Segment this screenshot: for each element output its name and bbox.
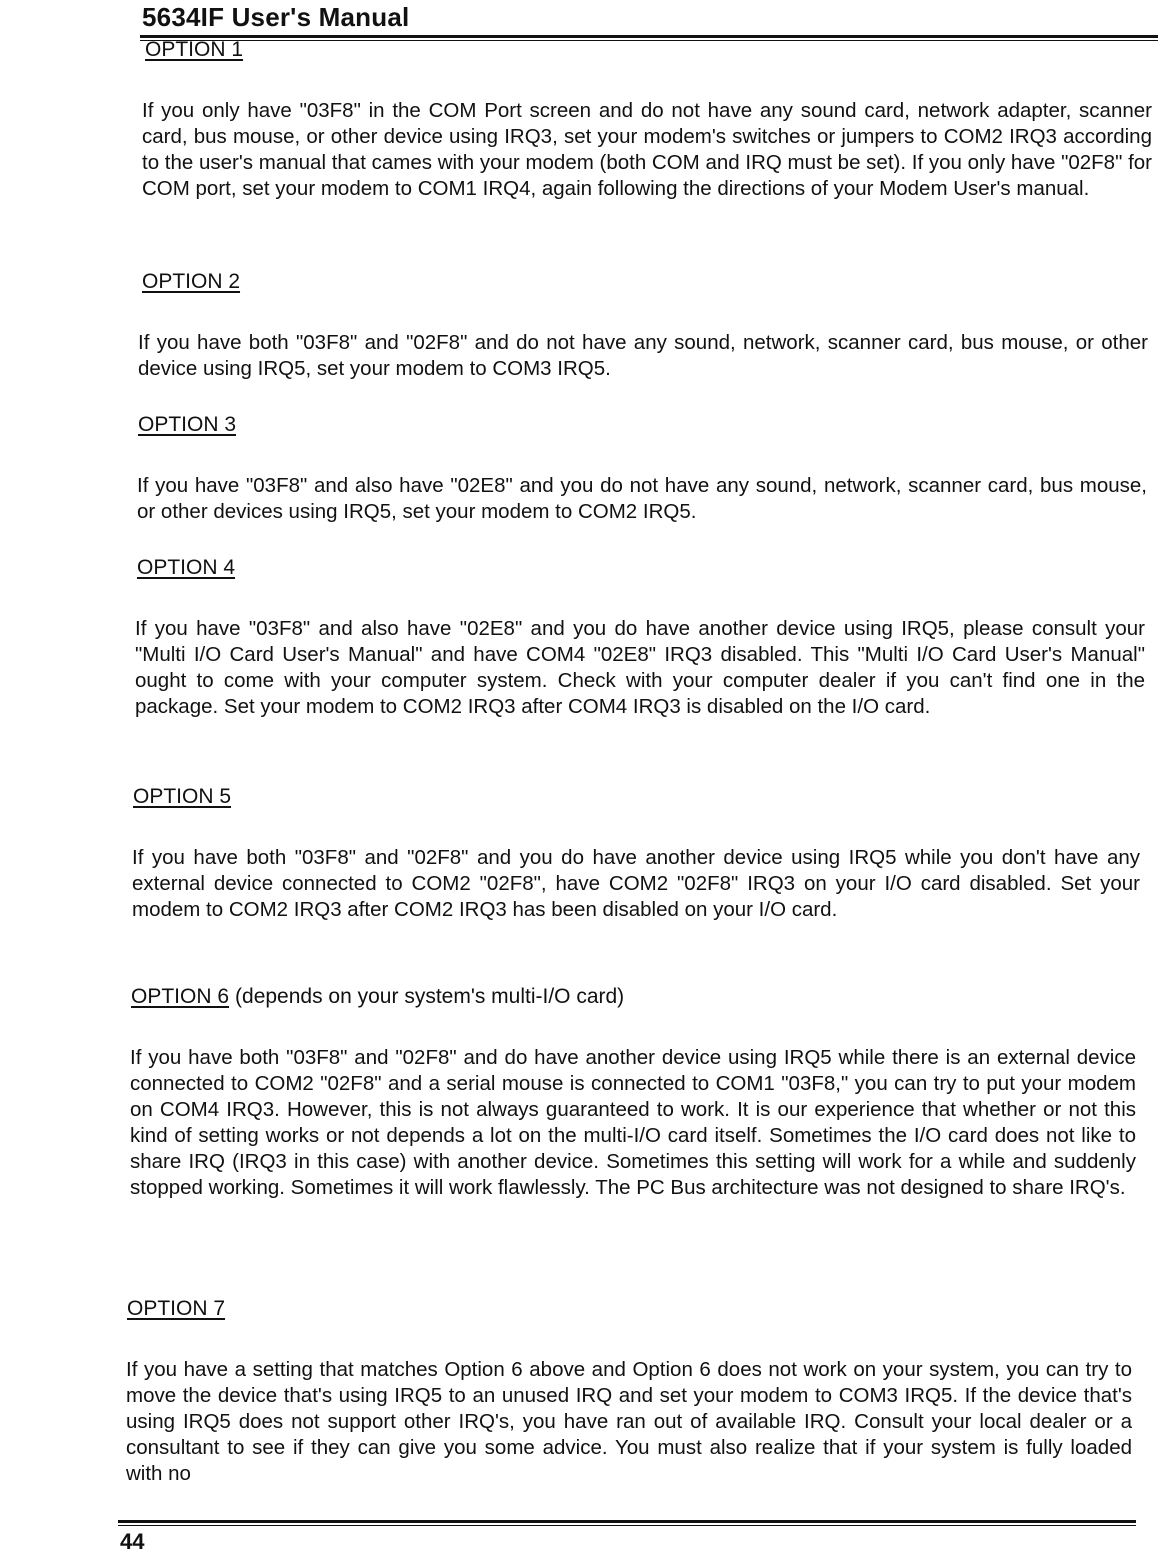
option-5-heading: OPTION 5 [133, 785, 232, 808]
footer-rule-thin [118, 1525, 1136, 1526]
option-2-text: If you have both "03F8" and "02F8" and do not have any sound, network, scanner card, bus mouse, or other device using IRQ5, set your modem to COM3 IRQ5. [138, 331, 1148, 380]
option-1-heading: OPTION 1 [145, 38, 244, 61]
option-7-heading: OPTION 7 [127, 1297, 226, 1320]
header-rule-thick [140, 35, 1158, 38]
option-3-text: If you have "03F8" and also have "02E8" and you do not have any sound, network, scanner card, bus mouse, or other devices using IRQ5, set your modem to COM2 IRQ5. [137, 474, 1147, 523]
option-7-text: If you have a setting that matches Option 6 above and Option 6 does not work on your system, you can try to move the device that's using IRQ5 to an unused IRQ and set your modem to COM3 IRQ5. If the device that's using IRQ5 does not support other IRQ's, you have ran out of available IRQ. Consult your local dealer or a consultant to see if they can give you some advice. You must also realize that if your system is fully loaded with no [126, 1358, 1132, 1485]
page-number: 44 [120, 1529, 145, 1554]
option-1-text: If you only have "03F8" in the COM Port screen and do not have any sound card, network adapter, scanner card, bus mouse, or other device using IRQ3, set your modem's switches or jumpers to COM2 IRQ3 according to the user's manual that cames with your modem (both COM and IRQ must be set). If you only have "02F8" for COM port, set your modem to COM1 IRQ4, again following the directions of your Modem User's manual. [142, 99, 1152, 200]
option-4-text: If you have "03F8" and also have "02E8" and you do have another device using IRQ5, please consult your "Multi I/O Card User's Manual" and have COM4 "02E8" IRQ3 disabled. This "Multi I/O Card User's Manual" ought to come with your computer system. Check with your computer dealer if you can't find one in the package. Set your modem to COM2 IRQ3 after COM4 IRQ3 is disabled on the I/O card. [135, 617, 1145, 718]
header-rule-thin [140, 40, 1158, 41]
option-5-text: If you have both "03F8" and "02F8" and you do have another device using IRQ5 while you don't have any external device connected to COM2 "02F8", have COM2 "02F8" IRQ3 on your I/O card disabled. Set your modem to COM2 IRQ3 after COM2 IRQ3 has been disabled on your I/O card. [132, 846, 1140, 921]
option-3-heading: OPTION 3 [138, 413, 237, 436]
option-4-heading: OPTION 4 [137, 556, 236, 579]
footer-rule-thick [118, 1520, 1136, 1523]
option-6-heading-note: (depends on your system's multi-I/O card) [235, 985, 625, 1008]
option-6-text: If you have both "03F8" and "02F8" and do have another device using IRQ5 while there is an external device connected to COM2 "02F8" and a serial mouse is connected to COM1 "03F8," you can try to put your modem on COM4 IRQ3. However, this is not always guaranteed to work. It is our experience that whether or not this kind of setting works or not depends a lot on the multi-I/O card itself. Sometimes the I/O card does not like to share IRQ (IRQ3 in this case) with another device. Sometimes this setting will work for a while and suddenly stopped working. Sometimes it will work flawlessly. The PC Bus architecture was not designed to share IRQ's. [130, 1046, 1136, 1199]
option-6-heading: OPTION 6 (depends on your system's multi-I/O card) [131, 985, 625, 1008]
page-title: 5634IF User's Manual [142, 2, 410, 32]
option-2-heading: OPTION 2 [142, 270, 241, 293]
